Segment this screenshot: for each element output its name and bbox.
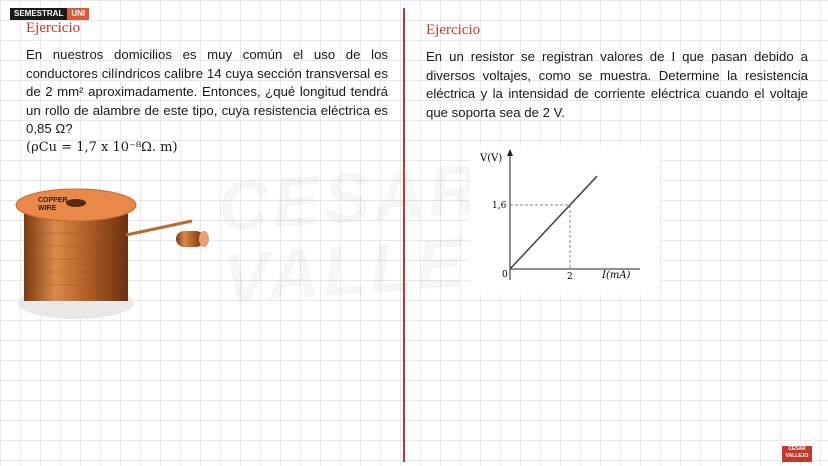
origin-label: 0 [502,270,508,280]
y-axis-label: V(V) [480,153,503,164]
linear-plot-line [510,176,597,269]
x-axis-label: I(mA) [602,270,631,281]
badge-uni: UNI [67,8,89,20]
y-tick-label: 1,6 [492,201,507,211]
x-tick-label: 2 [567,272,573,282]
logo-line2: VALLEJO [785,453,809,459]
logo-line1: CESAR [788,446,806,452]
semestral-uni-badge [10,8,89,20]
cesar-vallejo-logo [782,446,812,462]
y-axis-arrow [507,149,513,156]
left-problem-text: En nuestros domicilios es muy común el uso de los conductores cilíndricos calibre 14 cuya sección transversal es de 2 mm² aproximadamente. Entonces, ¿qué longitud tendrá un rollo de alambre de este tipo, cuya resistencia eléctrica es 0,85 Ω? [26,47,388,137]
right-heading: Ejercicio [426,22,481,38]
spool-label-line2: WIRE [38,205,57,212]
resistivity-formula: (ρCu = 1,7 x 10⁻⁸Ω. m) [26,140,178,155]
spool-label-line1: COPPER [38,197,68,204]
left-heading: Ejercicio [26,20,81,36]
copper-wire-spool-image [14,175,224,325]
right-problem-text: En un resistor se registran valores de I que pasan debido a diversos voltajes, como se muestra. Determine la resistencia eléctrica y la intensidad de corriente eléctrica cuando el voltaje que soporta sea de 2 V. [426,49,808,120]
column-divider [403,8,405,462]
badge-semestral: SEMESTRAL [10,8,67,20]
v-vs-i-graph [470,145,660,295]
